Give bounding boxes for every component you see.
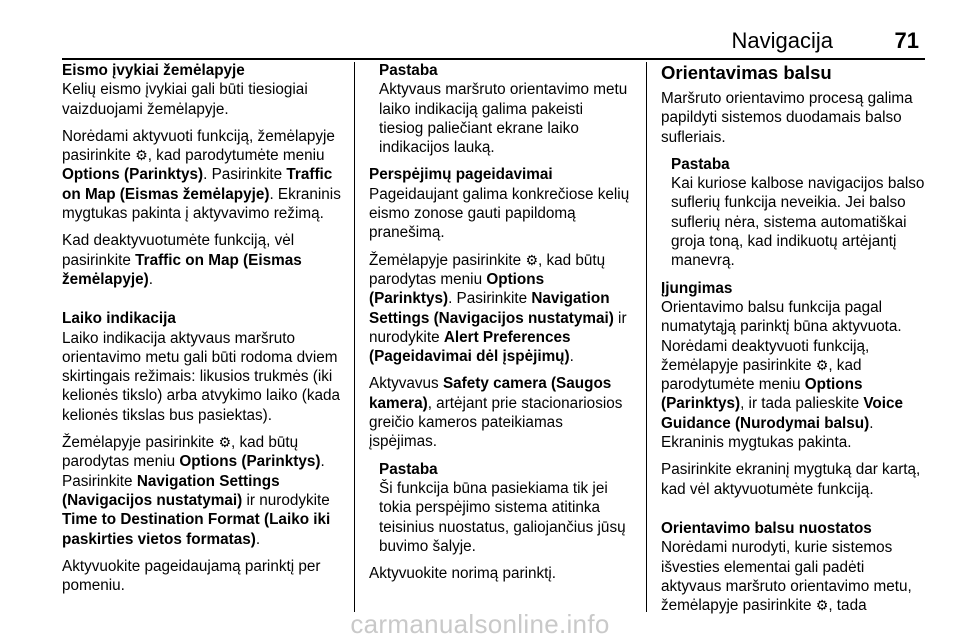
text: . Ekraninis mygtukas pakinta į aktyvavimo režimą. xyxy=(62,185,341,223)
note-title: Pastaba xyxy=(379,460,438,478)
text: ir nurodykite xyxy=(242,491,330,509)
page-title: Navigacija xyxy=(731,28,833,53)
menu-term: Options (Parinktys) xyxy=(369,270,545,308)
note-title: Pastaba xyxy=(379,62,438,79)
settings-icon: ⚙ xyxy=(218,434,231,451)
paragraph xyxy=(62,433,344,549)
text: Kad deaktyvuotumėte funkciją, vėl pasirinkite xyxy=(62,232,295,269)
paragraph xyxy=(62,231,344,289)
note-box xyxy=(671,155,927,271)
menu-term: Traffic on Map (Eismas žemėlapyje) xyxy=(62,166,333,203)
text: Aktyvavus xyxy=(369,375,443,393)
paragraph xyxy=(369,251,631,367)
text: . xyxy=(569,348,574,366)
settings-icon: ⚙ xyxy=(135,147,148,164)
menu-term: Safety camera (Saugos kamera) xyxy=(369,375,612,412)
text: . Ekraninis mygtukas pakinta. xyxy=(661,414,874,452)
settings-icon: ⚙ xyxy=(815,356,829,373)
text: Norėdami nurodyti, kurie sistemos išvesties elementai gali padėti aktyvaus maršruto orientavimo metu, žemėlapyje pasirinkite xyxy=(661,539,912,615)
text: , tada xyxy=(828,597,867,615)
section-heading-activation: Įjungimas xyxy=(661,279,733,297)
column-divider-2 xyxy=(646,62,647,612)
text: . Pasirinkite xyxy=(448,290,532,308)
text: Žemėlapyje pasirinkite xyxy=(369,251,526,269)
note-box xyxy=(379,460,631,556)
section-heading-alerts: Perspėjimų pageidavimai xyxy=(369,166,553,184)
text: Žemėlapyje pasirinkite xyxy=(62,434,219,452)
menu-term: Traffic on Map (Eismas žemėlapyje) xyxy=(62,251,302,288)
paragraph xyxy=(661,298,927,452)
paragraph xyxy=(369,374,631,451)
column-divider-1 xyxy=(354,62,355,612)
menu-term: Options (Parinktys) xyxy=(62,166,204,184)
paragraph: Maršruto orientavimo procesą galima papildyti sistemos duodamais balso sufleriais. xyxy=(661,90,913,146)
text: , kad parodytumėte meniu xyxy=(661,356,862,394)
column-2 xyxy=(369,61,631,591)
paragraph: Aktyvuokite pageidaujamą parinktį per pomeniu. xyxy=(62,557,321,595)
text: , kad būtų parodytas meniu xyxy=(369,251,606,288)
paragraph xyxy=(661,538,927,615)
text: ir nurodykite xyxy=(369,309,627,346)
text: , kad būtų parodytas meniu xyxy=(62,434,299,471)
section-heading-traffic: Eismo įvykiai žemėlapyje xyxy=(62,62,245,79)
page-header xyxy=(62,24,925,58)
header-rule xyxy=(62,58,925,60)
note-text: Ši funkcija būna pasiekiama tik jei tokia perspėjimo sistema atitinka teisinius nuostatus, galiojančius jūsų buvimo šalyje. xyxy=(379,479,626,555)
note-text: Kai kuriose kalbose navigacijos balso suflerių funkcija neveikia. Jei balso suflerių nėra, sistema automatiškai groja toną, kad indikuotų artėjantį manevrą. xyxy=(671,175,925,270)
note-text: Aktyvaus maršruto orientavimo metu laiko indikaciją galima pakeisti tiesiog paliečiant ekrane laiko indikacijos lauką. xyxy=(379,81,628,157)
text: . Pasirinkite xyxy=(203,166,287,184)
note-title: Pastaba xyxy=(671,155,730,173)
menu-term: Options (Parinktys) xyxy=(179,453,321,471)
text: . xyxy=(148,270,153,288)
paragraph: Aktyvuokite norimą parinktį. xyxy=(369,565,557,583)
page-number: 71 xyxy=(894,28,919,53)
settings-icon: ⚙ xyxy=(525,251,538,268)
text: . xyxy=(255,530,261,548)
menu-term: Navigation Settings (Navigacijos nustatymai) xyxy=(62,472,280,509)
menu-term: Time to Destination Format (Laiko iki paskirties vietos formatas) xyxy=(62,511,331,548)
menu-term: Navigation Settings (Navigacijos nustatymai) xyxy=(369,290,614,327)
text: Norėdami aktyvuoti funkciją, žemėlapyje pasirinkite xyxy=(62,127,335,165)
watermark: carmanualsonline.info xyxy=(350,609,610,639)
settings-icon: ⚙ xyxy=(815,597,829,614)
paragraph: Kelių eismo įvykiai gali būti tiesiogiai vaizduojami žemėlapyje. xyxy=(62,81,308,118)
text: Orientavimo balsu funkcija pagal numatytąją parinktį būna aktyvuota. Norėdami deaktyvuoti funkciją, žemėlapyje pasirinkite xyxy=(661,298,902,374)
text: , artėjant prie stacionariosios greičio kameros pateikiamas įspėjimas. xyxy=(369,394,623,451)
paragraph xyxy=(62,127,344,223)
menu-term: Options (Parinktys) xyxy=(661,376,863,413)
section-heading-time: Laiko indikacija xyxy=(62,310,176,328)
section-heading-voice: Orientavimas balsu xyxy=(661,62,832,83)
column-1 xyxy=(62,61,344,603)
paragraph: Pasirinkite ekraninį mygtuką dar kartą, kad vėl aktyvuotumėte funkciją. xyxy=(661,461,921,498)
text: , ir tada palieskite xyxy=(740,395,864,413)
column-3 xyxy=(661,61,927,623)
section-heading-voice-settings: Orientavimo balsu nuostatos xyxy=(661,519,872,537)
text: , kad parodytumėte meniu xyxy=(147,147,325,165)
paragraph: Laiko indikacija aktyvaus maršruto orientavimo metu gali būti rodoma dviem skirtingais režimais: likusios trukmės (iki kelionės tikslo) arba atvykimo laiko (kada kelionės tikslas bus pasiektas). xyxy=(62,329,341,424)
paragraph: Pageidaujant galima konkrečiose kelių eismo zonose gauti papildomą pranešimą. xyxy=(369,185,630,242)
note-box xyxy=(379,61,631,157)
menu-term: Voice Guidance (Nurodymai balsu) xyxy=(661,395,904,432)
text: . Pasirinkite xyxy=(62,453,325,490)
menu-term: Alert Preferences (Pageidavimai dėl įspėjimų) xyxy=(369,328,571,366)
